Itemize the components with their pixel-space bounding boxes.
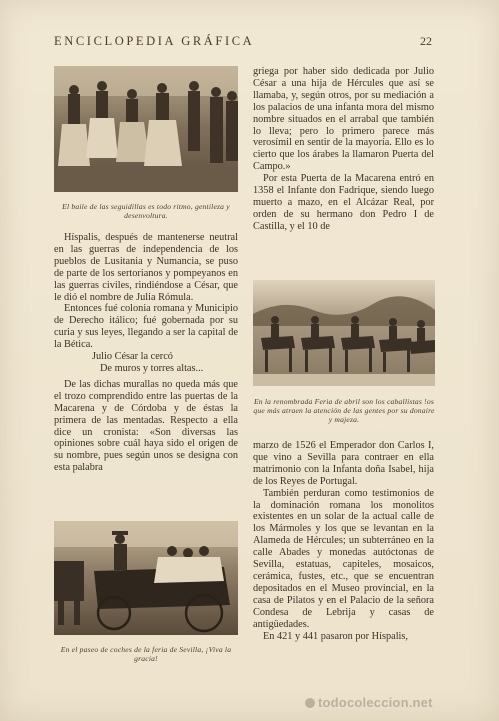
paragraph-marzo-1526: marzo de 1526 el Emperador don Carlos I, que vino a Sevilla para contraer en ella matrimonio con la Infanta doña Isabel, hija de los Reyes de Portugal. [253, 440, 434, 487]
paragraph-421-441: En 421 y 441 pasaron por Híspalis, [263, 630, 408, 642]
photo-caption-dancers: El baile de las seguidillas es todo ritmo, gentileza y desenvoltura. [62, 202, 230, 220]
verse-line-1: Julio César la cercó [92, 351, 173, 363]
paragraph-puerta-macarena: Por esta Puerta de la Macarena entró en 1358 el Infante don Fadrique, siendo luego muerto a mazo, en el Alcázar Real, por orden de su hermano don Pedro I de Castilla, y el 10 de [253, 173, 434, 232]
paragraph-testimonios-romanos: También perduran como testimonios de la dominación romana los monolitos existentes en un solar de la actual calle de los Mármoles y los que se levantan en la Alameda de Hércules; un subterráneo en la calle Abades y monedas autóctonas de Sevilla, estatuas, capiteles, mosaicos, cerámica, fustes, etc., que se encuentran depositados en el Museo provincial, en la casa de Pilatos y en el Palacio de la señora Condesa de Lebrija y casas de antigüedades. [253, 487, 434, 630]
photo-caption-carriage: En el paseo de coches de la feria de Sevilla, ¡Viva la gracia! [60, 645, 232, 663]
paragraph-griega: griega por haber sido dedicada por Julio César a una hija de Hércules que así se llamaba, y, según otros, por su mediación a los palacios de una infanta mora del mismo nombre situados en el arrabal que también lo lleva; pero lo primero parece más verosímil en sentir de la mayoría. Ello es lo cierto que los árabes la llamaron Puerta del Campo.» [253, 66, 434, 173]
photo-seguidillas-dance [54, 66, 238, 192]
right-column-text-top [253, 66, 434, 233]
watermark-logo-icon [305, 698, 315, 708]
watermark-text: todocoleccion.net [318, 695, 433, 710]
photo-feria-horsemen [253, 280, 435, 386]
verse-line-2: De muros y torres altas... [100, 362, 204, 374]
paragraph-colonia-romana: Entonces fué colonia romana y Municipio de Derecho itálico; fué gobernada por su curia y sus leyes, llegando a ser la capital de la Bética. [54, 303, 238, 351]
photo-caption-horsemen: En la renombrada Feria de abril son los caballistas !os que más atraen la atención de las gentes por su donaire y majeza. [253, 397, 435, 424]
right-column-text-bottom [253, 440, 434, 642]
photo-carriage-parade [54, 521, 238, 635]
photo-horsemen-illustration [253, 280, 435, 386]
left-column-text [54, 232, 238, 474]
photo-dancers-illustration [54, 66, 238, 192]
paragraph-hispalis: Híspalis, después de mantenerse neutral en las guerras de independencia de los pueblos de Lusitania y Numancia, se puso de parte de los sertorianos y pompeyanos en las guerras civiles, rindiéndose a César, que le dió el nombre de Julia Rómula. [54, 232, 238, 303]
photo-carriage-illustration [54, 521, 238, 635]
running-header-title: ENCICLOPEDIA GRÁFICA [54, 34, 255, 48]
watermark [305, 695, 433, 710]
page-number: 22 [420, 34, 432, 48]
paragraph-murallas: De las dichas murallas no queda más que el trozo comprendido entre las puertas de la Macarena y de Córdoba y de éstas la primera de las mentadas. Respecto a ella dice un cronista: «Son diversas las opiniones sobre cuál haya sido el origen de su nombre, pues según unos se designa con esta palabra [54, 378, 238, 474]
